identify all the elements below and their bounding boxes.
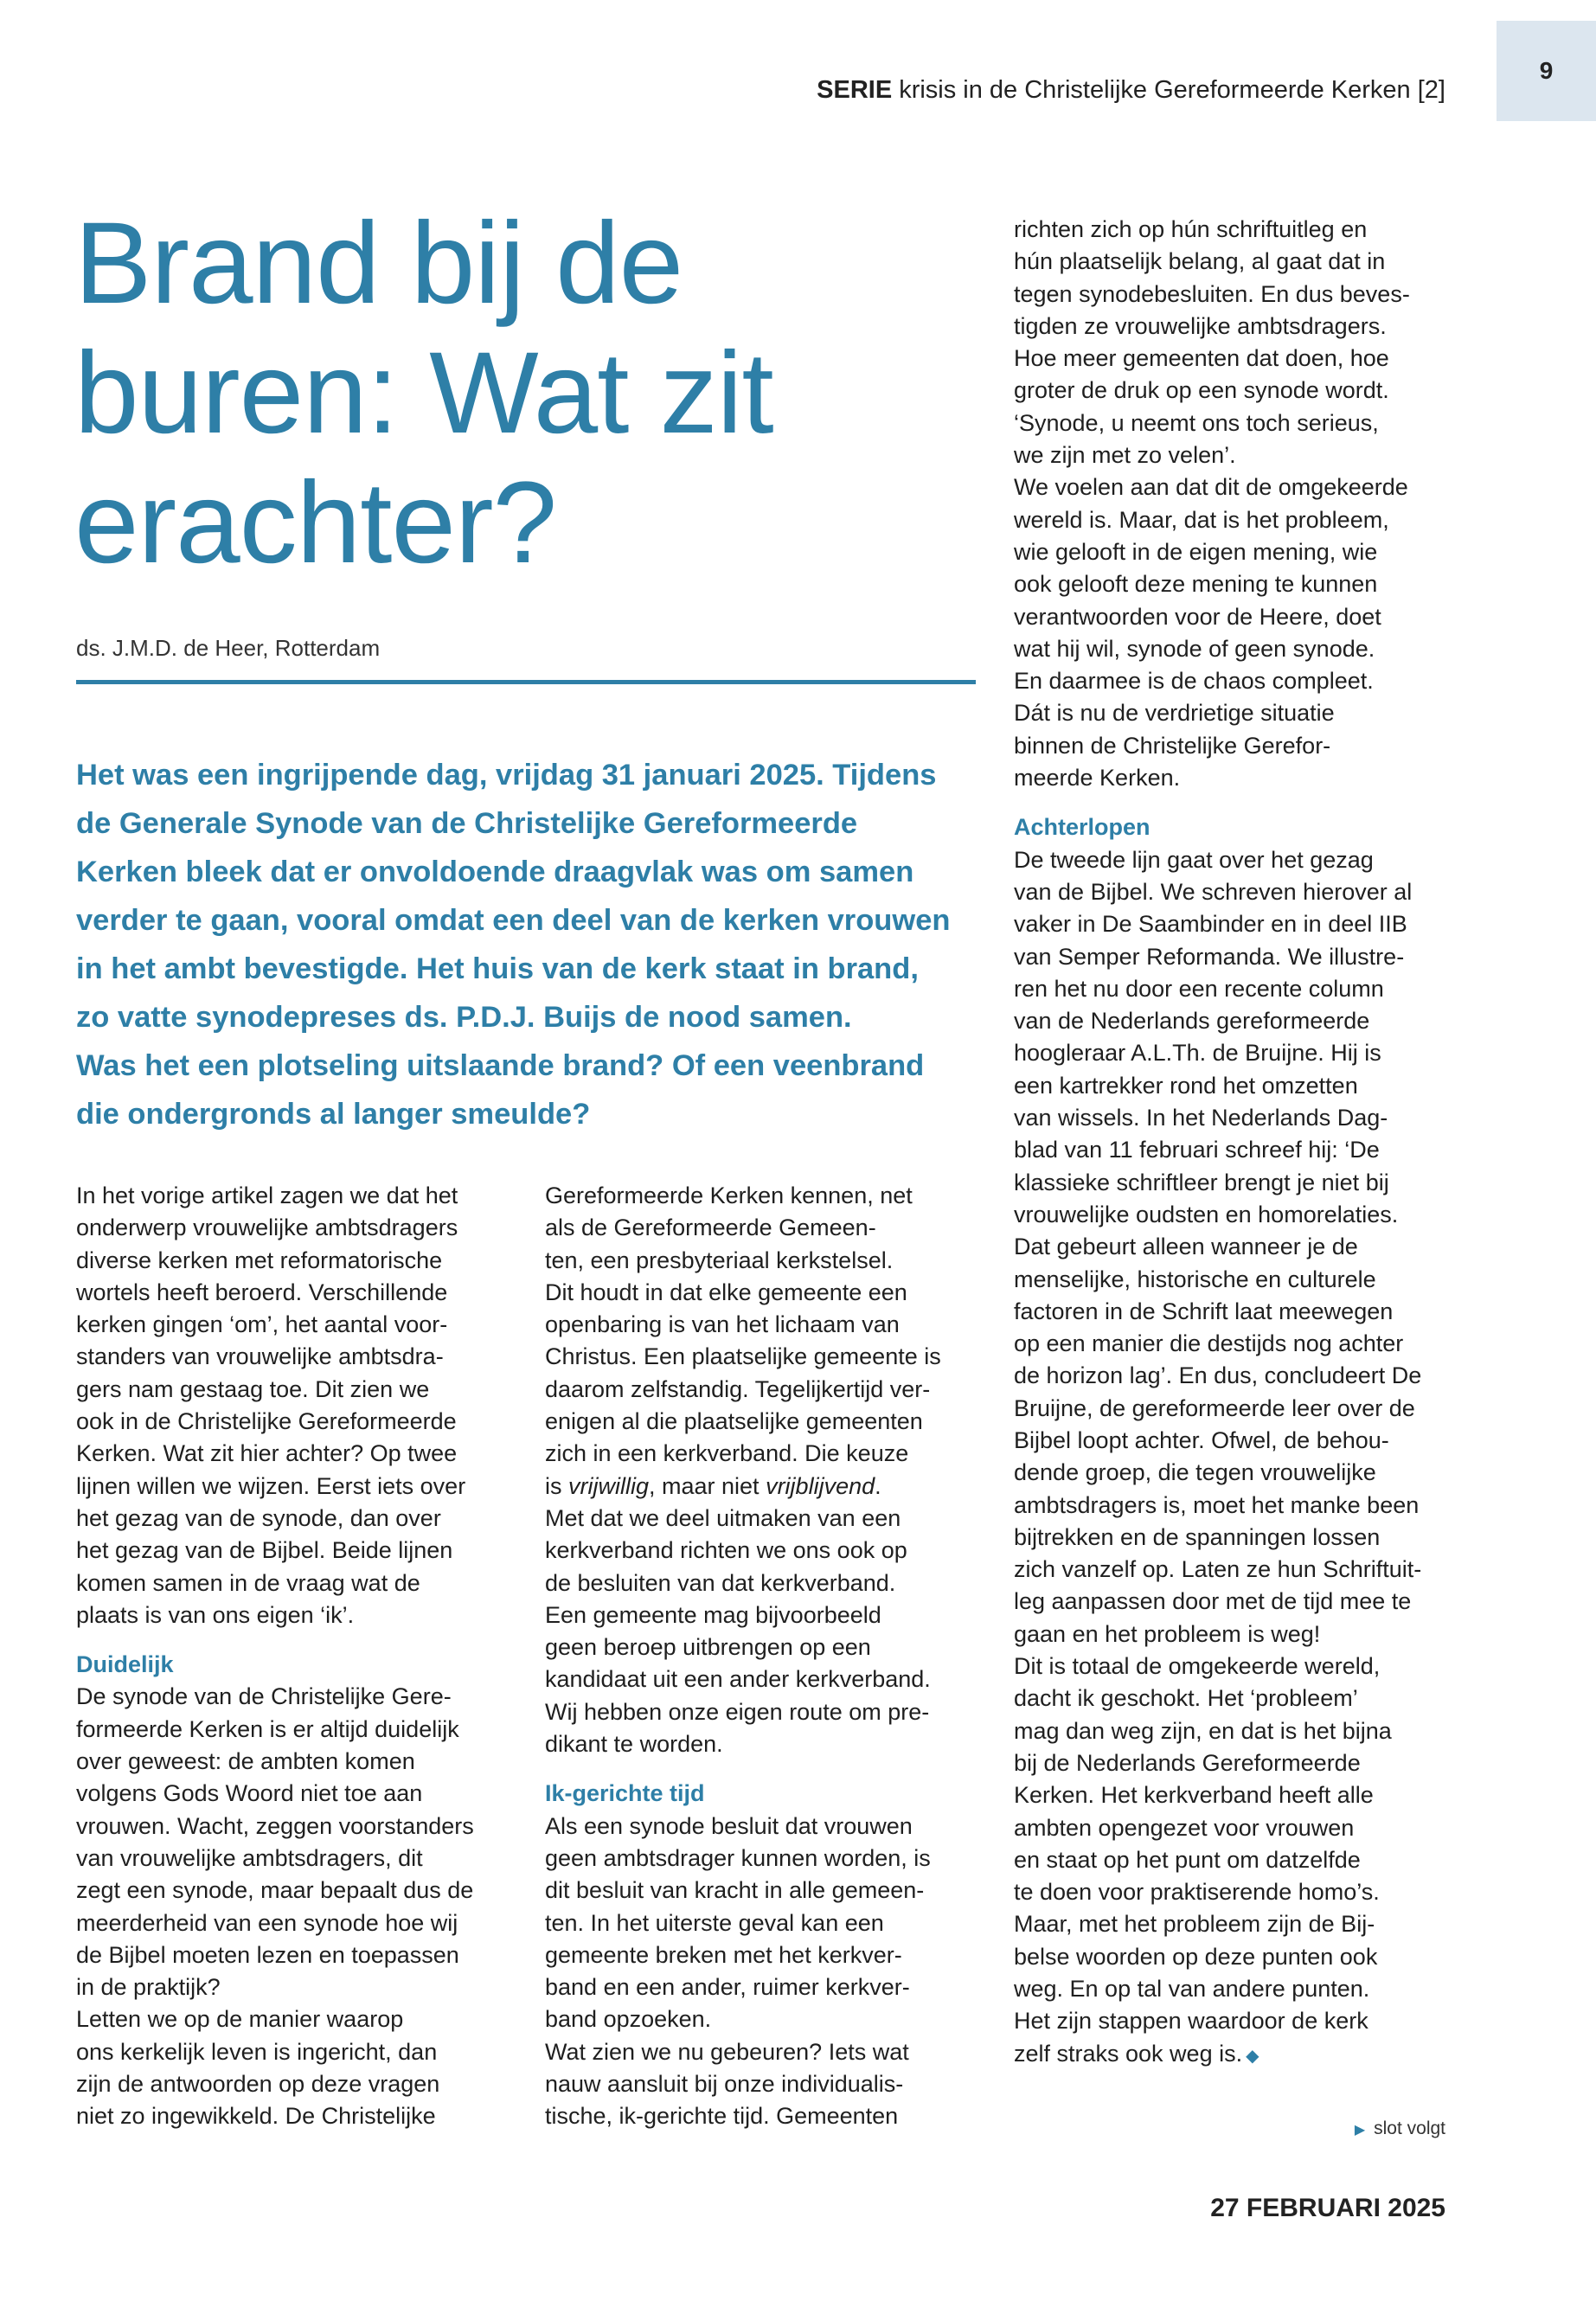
text-line: Letten we op de manier waarop — [76, 2006, 404, 2033]
text-line: richten zich op hún schriftuitleg en — [1014, 216, 1368, 242]
text-line: de Bijbel moeten lezen en toepassen — [76, 1941, 459, 1968]
text-line: belse woorden op deze punten ook — [1014, 1943, 1378, 1970]
article-title: Brand bij de buren: Wat zit erachter? — [74, 199, 773, 587]
text-line: wie gelooft in de eigen mening, wie — [1014, 538, 1378, 565]
text-line: binnen de Christelijke Gerefor- — [1014, 732, 1331, 759]
text-line: Als een synode besluit dat vrouwen — [545, 1812, 913, 1839]
text-line: tegen synodebesluiten. En dus beves- — [1014, 280, 1410, 307]
subheading-ik-gerichte-tijd: Ik-gerichte tijd — [545, 1780, 705, 1807]
text-line: de horizon lag’. En dus, concludeert De — [1014, 1362, 1422, 1389]
text-line: blad van 11 februari schreef hij: ‘De — [1014, 1137, 1380, 1163]
text-line: tische, ik-gerichte tijd. Gemeenten — [545, 2103, 899, 2130]
text-line: Gereformeerde Kerken kennen, net — [545, 1183, 913, 1208]
page-number: 9 — [1539, 57, 1554, 84]
text-line: openbaring is van het lichaam van — [545, 1311, 900, 1338]
text-line: Hoe meer gemeenten dat doen, hoe — [1014, 345, 1389, 372]
text-line: we zijn met zo velen’. — [1014, 442, 1236, 469]
text-line: Dit is totaal de omgekeerde wereld, — [1014, 1653, 1381, 1680]
text-run: , maar niet — [649, 1472, 766, 1499]
text-line: ambten opengezet voor vrouwen — [1014, 1814, 1355, 1841]
text-line: kerken gingen ‘om’, het aantal voor- — [76, 1311, 448, 1338]
paragraph-gap — [1014, 794, 1464, 811]
issue-date: 27 FEBRUARI 2025 — [1210, 2194, 1445, 2222]
text-run: zelf straks ook weg is. — [1014, 2040, 1243, 2067]
intro-line: Was het een plotseling uitslaande brand? Of een veenbrand — [76, 1049, 925, 1082]
text-line: groter de druk op een synode wordt. — [1014, 377, 1389, 404]
text-column-3 — [1014, 214, 1464, 2073]
text-line: meerde Kerken. — [1014, 765, 1181, 792]
text-line: komen samen in de vraag wat de — [76, 1569, 420, 1596]
text-line: formeerde Kerken is er altijd duidelijk — [76, 1715, 459, 1742]
continued-note — [1355, 2118, 1445, 2139]
text-line: weg. En op tal van andere punten. — [1014, 1976, 1370, 2003]
text-line: hoogleraar A.L.Th. de Bruijne. Hij is — [1014, 1040, 1381, 1067]
emphasis-vrijblijvend: vrijblijvend — [766, 1472, 875, 1499]
text-line: dikant te worden. — [545, 1731, 723, 1758]
text-line: zich in een kerkverband. Die keuze — [545, 1440, 909, 1467]
subheading-achterlopen: Achterlopen — [1014, 814, 1151, 841]
text-line: zijn de antwoorden op deze vragen — [76, 2071, 440, 2098]
text-line: zegt een synode, maar bepaalt dus de — [76, 1877, 474, 1904]
text-line: dacht ik geschokt. Het ‘probleem’ — [1014, 1685, 1358, 1712]
paragraph-gap — [545, 1760, 995, 1778]
text-line: bij de Nederlands Gereformeerde — [1014, 1749, 1361, 1776]
text-line: van wissels. In het Nederlands Dag- — [1014, 1105, 1388, 1131]
text-line: band en een ander, ruimer kerkver- — [545, 1974, 910, 2001]
text-line: hún plaatselijk belang, al gaat dat in — [1014, 248, 1386, 275]
intro-line: Kerken bleek dat er onvoldoende draagvlak was om samen — [76, 856, 914, 888]
text-line: verantwoorden voor de Heere, doet — [1014, 603, 1381, 630]
text-line: ten. In het uiterste geval kan een — [545, 1909, 884, 1936]
text-line: Maar, met het probleem zijn de Bij- — [1014, 1911, 1375, 1938]
text-line: Bruijne, de gereformeerde leer over de — [1014, 1394, 1415, 1421]
series-title: krisis in de Christelijke Gereformeerde Kerken [2] — [899, 76, 1445, 104]
text-line: van de Nederlands gereformeerde — [1014, 1008, 1370, 1035]
continued-label: slot volgt — [1374, 2118, 1445, 2138]
text-line: als de Gereformeerde Gemeen- — [545, 1215, 876, 1241]
text-line: diverse kerken met reformatorische — [76, 1247, 443, 1273]
title-divider — [76, 680, 976, 684]
text-line: factoren in de Schrift laat meewegen — [1014, 1298, 1394, 1324]
text-line: Dit houdt in dat elke gemeente een — [545, 1279, 907, 1305]
intro-line: zo vatte synodepreses ds. P.D.J. Buijs de nood samen. — [76, 1001, 852, 1034]
text-line: Dat gebeurt alleen wanneer je de — [1014, 1234, 1358, 1260]
text-line: het gezag van de Bijbel. Beide lijnen — [76, 1537, 453, 1564]
intro-line: de Generale Synode van de Christelijke Gereformeerde — [76, 807, 858, 840]
text-line: daarom zelfstandig. Tegelijkertijd ver- — [545, 1375, 931, 1402]
text-line: gemeente breken met het kerkver- — [545, 1941, 902, 1968]
text-run: . — [875, 1472, 881, 1499]
text-line: vrouwen. Wacht, zeggen voorstanders — [76, 1812, 474, 1839]
intro-line: in het ambt bevestigde. Het huis van de kerk staat in brand, — [76, 952, 919, 985]
text-line: een kartrekker rond het omzetten — [1014, 1072, 1358, 1099]
text-line: nauw aansluit bij onze individualis- — [545, 2071, 904, 2098]
text-line: ook gelooft deze mening te kunnen — [1014, 571, 1378, 598]
text-line: standers van vrouwelijke ambtsdra- — [76, 1343, 444, 1370]
text-line: in de praktijk? — [76, 1974, 221, 2001]
text-line: plaats is van ons eigen ‘ik’. — [76, 1601, 355, 1628]
text-line — [1014, 2038, 1464, 2073]
text-line: ten, een presbyteriaal kerkstelsel. — [545, 1247, 894, 1273]
text-line: dende groep, die tegen vrouwelijke — [1014, 1459, 1376, 1486]
series-label: SERIE — [817, 76, 893, 104]
text-line: Met dat we deel uitmaken van een — [545, 1504, 901, 1531]
intro-paragraph — [76, 751, 1002, 1138]
text-line: Het zijn stappen waardoor de kerk — [1014, 2008, 1368, 2035]
text-line: klassieke schriftleer brengt je niet bij — [1014, 1169, 1389, 1195]
text-line: bijtrekken en de spanningen lossen — [1014, 1523, 1381, 1550]
text-line: kandidaat uit een ander kerkverband. — [545, 1666, 931, 1693]
text-line: Kerken. Het kerkverband heeft alle — [1014, 1782, 1374, 1809]
text-line: de besluiten van dat kerkverband. — [545, 1569, 896, 1596]
text-line: In het vorige artikel zagen we dat het — [76, 1183, 458, 1208]
text-line: wortels heeft beroerd. Verschillende — [76, 1279, 448, 1305]
text-column-1 — [76, 1180, 526, 2133]
running-header — [817, 76, 1445, 105]
text-line: en staat op het punt om datzelfde — [1014, 1846, 1361, 1873]
text-line: onderwerp vrouwelijke ambtsdragers — [76, 1215, 458, 1241]
text-line: wereld is. Maar, dat is het probleem, — [1014, 506, 1389, 533]
author-byline: ds. J.M.D. de Heer, Rotterdam — [76, 635, 381, 661]
text-line: dit besluit van kracht in alle gemeen- — [545, 1877, 925, 1904]
text-line: lijnen willen we wijzen. Eerst iets over — [76, 1472, 466, 1499]
text-line: het gezag van de synode, dan over — [76, 1504, 441, 1531]
text-line: volgens Gods Woord niet toe aan — [76, 1780, 423, 1807]
end-diamond-icon: ◆ — [1246, 2046, 1259, 2066]
text-line: Kerken. Wat zit hier achter? Op twee — [76, 1440, 458, 1467]
text-line: Een gemeente mag bijvoorbeeld — [545, 1601, 881, 1628]
text-line: We voelen aan dat dit de omgekeerde — [1014, 474, 1408, 501]
text-line: De tweede lijn gaat over het gezag — [1014, 846, 1374, 873]
text-line: ons kerkelijk leven is ingericht, dan — [76, 2038, 438, 2065]
text-line: vrouwelijke oudsten en homorelaties. — [1014, 1201, 1399, 1227]
text-line: ook in de Christelijke Gereformeerde — [76, 1408, 457, 1435]
text-line: enigen al die plaatselijke gemeenten — [545, 1408, 923, 1435]
text-line: niet zo ingewikkeld. De Christelijke — [76, 2103, 436, 2130]
intro-line: verder te gaan, vooral omdat een deel van de kerken vrouwen — [76, 904, 951, 937]
text-line: Wat zien we nu gebeuren? Iets wat — [545, 2038, 909, 2065]
text-line: ren het nu door een recente column — [1014, 975, 1384, 1002]
text-line: kerkverband richten we ons ook op — [545, 1537, 907, 1564]
text-line: te doen voor praktiserende homo’s. — [1014, 1879, 1380, 1906]
text-line: Dát is nu de verdrietige situatie — [1014, 700, 1335, 727]
text-line: over geweest: de ambten komen — [76, 1748, 415, 1775]
text-line: Wij hebben onze eigen route om pre- — [545, 1698, 930, 1725]
text-line: leg aanpassen door met de tijd mee te — [1014, 1588, 1412, 1615]
text-line: band opzoeken. — [545, 2006, 712, 2033]
text-line: tigden ze vrouwelijke ambtsdragers. — [1014, 312, 1387, 339]
text-line: geen ambtsdrager kunnen worden, is — [545, 1844, 931, 1871]
text-line: op een manier die destijds nog achter — [1014, 1330, 1404, 1357]
page-number-tab — [1497, 21, 1596, 121]
text-line: van Semper Reformanda. We illustre- — [1014, 943, 1405, 970]
text-line: van de Bijbel. We schreven hierover al — [1014, 878, 1413, 905]
text-line: Christus. Een plaatselijke gemeente is — [545, 1343, 941, 1370]
text-line: meerderheid van een synode hoe wij — [76, 1909, 458, 1936]
paragraph-gap — [76, 1631, 526, 1649]
text-line: vaker in De Saambinder en in deel IIB — [1014, 911, 1407, 938]
text-line — [545, 1471, 995, 1503]
triangle-right-icon: ▶ — [1354, 2123, 1366, 2138]
text-line: Bijbel loopt achter. Ofwel, de behou- — [1014, 1426, 1389, 1453]
text-line: ‘Synode, u neemt ons toch serieus, — [1014, 409, 1379, 436]
text-line: ambtsdragers is, moet het manke been — [1014, 1491, 1420, 1518]
text-line: gaan en het probleem is weg! — [1014, 1620, 1321, 1647]
text-line: mag dan weg zijn, en dat is het bijna — [1014, 1717, 1392, 1744]
text-line: menselijke, historische en culturele — [1014, 1266, 1376, 1292]
text-line: wat hij wil, synode of geen synode. — [1014, 635, 1375, 662]
text-line: geen beroep uitbrengen op een — [545, 1634, 871, 1661]
text-column-2 — [545, 1180, 995, 2133]
emphasis-vrijwillig: vrijwillig — [568, 1472, 649, 1499]
intro-line: Het was een ingrijpende dag, vrijdag 31 januari 2025. Tijdens — [76, 759, 937, 792]
text-line: van vrouwelijke ambtsdragers, dit — [76, 1844, 423, 1871]
text-run: is — [545, 1472, 568, 1499]
text-line: De synode van de Christelijke Gere- — [76, 1683, 452, 1710]
text-line: zich vanzelf op. Laten ze hun Schriftuit- — [1014, 1556, 1422, 1583]
intro-line: die ondergronds al langer smeulde? — [76, 1098, 591, 1131]
text-line: gers nam gestaag toe. Dit zien we — [76, 1375, 430, 1402]
subheading-duidelijk: Duidelijk — [76, 1651, 174, 1678]
text-line: En daarmee is de chaos compleet. — [1014, 668, 1374, 695]
